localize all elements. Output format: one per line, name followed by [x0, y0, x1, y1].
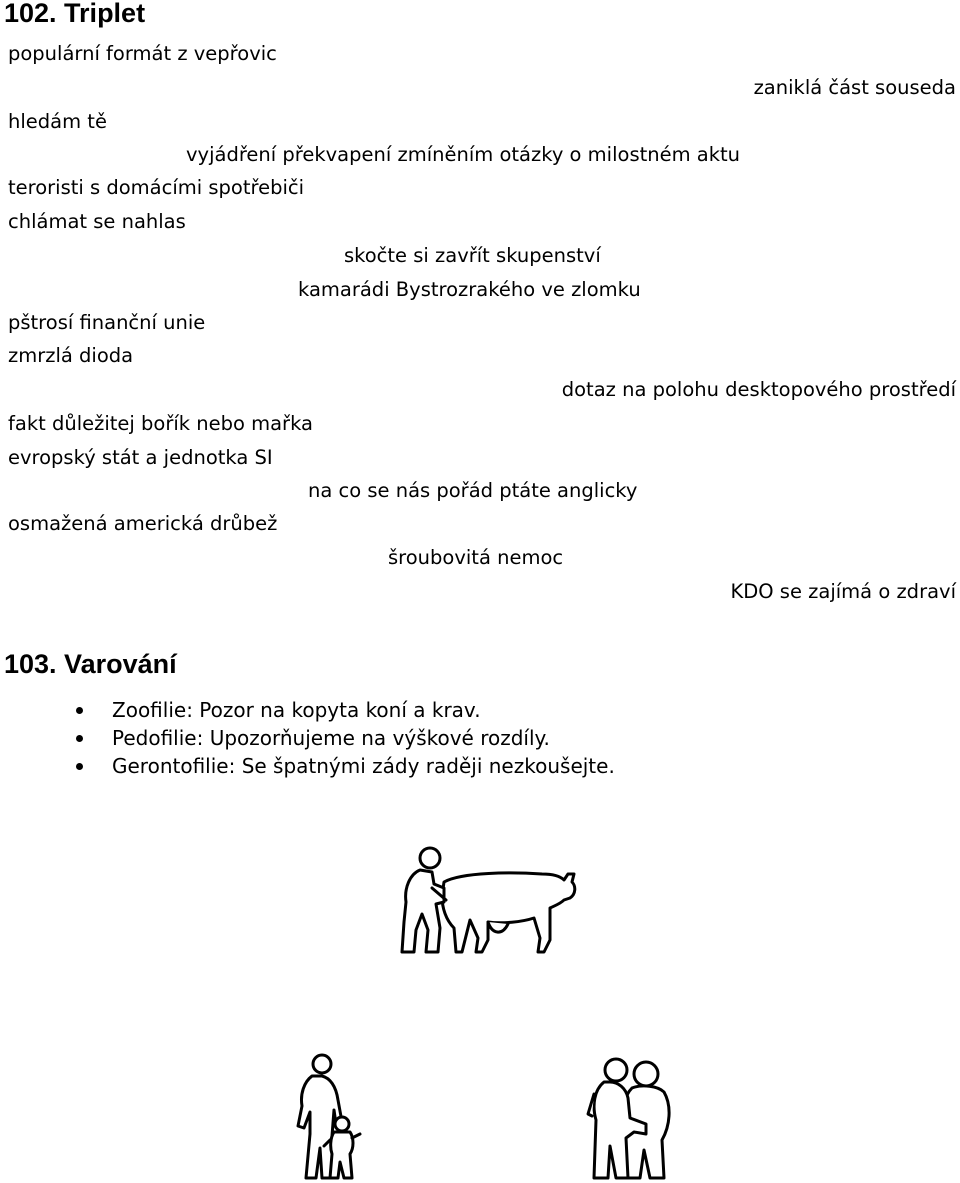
triplet-line-2: zaniklá část souseda — [753, 76, 956, 99]
triplet-line-17: KDO se zajímá o zdraví — [730, 580, 956, 603]
triplet-line-10: zmrzlá dioda — [8, 344, 134, 367]
warning-item-pedofilie — [0, 725, 615, 753]
triplet-line-14: na co se nás pořád ptáte anglicky — [308, 479, 638, 502]
bullet-icon — [76, 763, 83, 770]
warning-item-zoofilie — [0, 697, 615, 725]
triplet-line-16: šroubovitá nemoc — [388, 546, 564, 569]
bullet-icon — [76, 735, 83, 742]
warning-heading: 103. Varování — [4, 649, 177, 679]
triplet-line-8: kamarádi Bystrozrakého ve zlomku — [298, 278, 641, 301]
warning-item-text: Zoofilie: Pozor na kopyta koní a krav. — [112, 698, 481, 722]
triplet-line-9: pštrosí finanční unie — [8, 311, 206, 334]
man-with-cow-icon — [392, 844, 588, 964]
triplet-line-13: evropský stát a jednotka SI — [8, 446, 273, 469]
triplet-line-15: osmažená americká drůbež — [8, 512, 278, 535]
triplet-line-5: teroristi s domácími spotřebiči — [8, 176, 305, 199]
warning-item-text: Gerontofilie: Se špatnými zády raději nezkoušejte. — [112, 754, 615, 778]
triplet-line-7: skočte si zavřít skupenství — [344, 244, 601, 267]
man-with-child-icon — [286, 1054, 366, 1182]
triplet-line-1: populární formát z vepřovic — [8, 42, 277, 65]
triplet-line-6: chlámat se nahlas — [8, 210, 186, 233]
two-people-hugging-icon — [586, 1054, 690, 1182]
triplet-line-11: dotaz na polohu desktopového prostředí — [561, 378, 956, 401]
triplet-heading: 102. Triplet — [4, 0, 146, 28]
triplet-line-4: vyjádření překvapení zmíněním otázky o milostném aktu — [186, 143, 741, 166]
triplet-line-12: fakt důležitej bořík nebo mařka — [8, 412, 313, 435]
warning-item-text: Pedofilie: Upozorňujeme na výškové rozdíly. — [112, 726, 550, 750]
triplet-line-3: hledám tě — [8, 110, 107, 133]
warning-item-gerontofilie — [0, 753, 615, 781]
bullet-icon — [76, 707, 83, 714]
warning-list — [0, 697, 615, 781]
